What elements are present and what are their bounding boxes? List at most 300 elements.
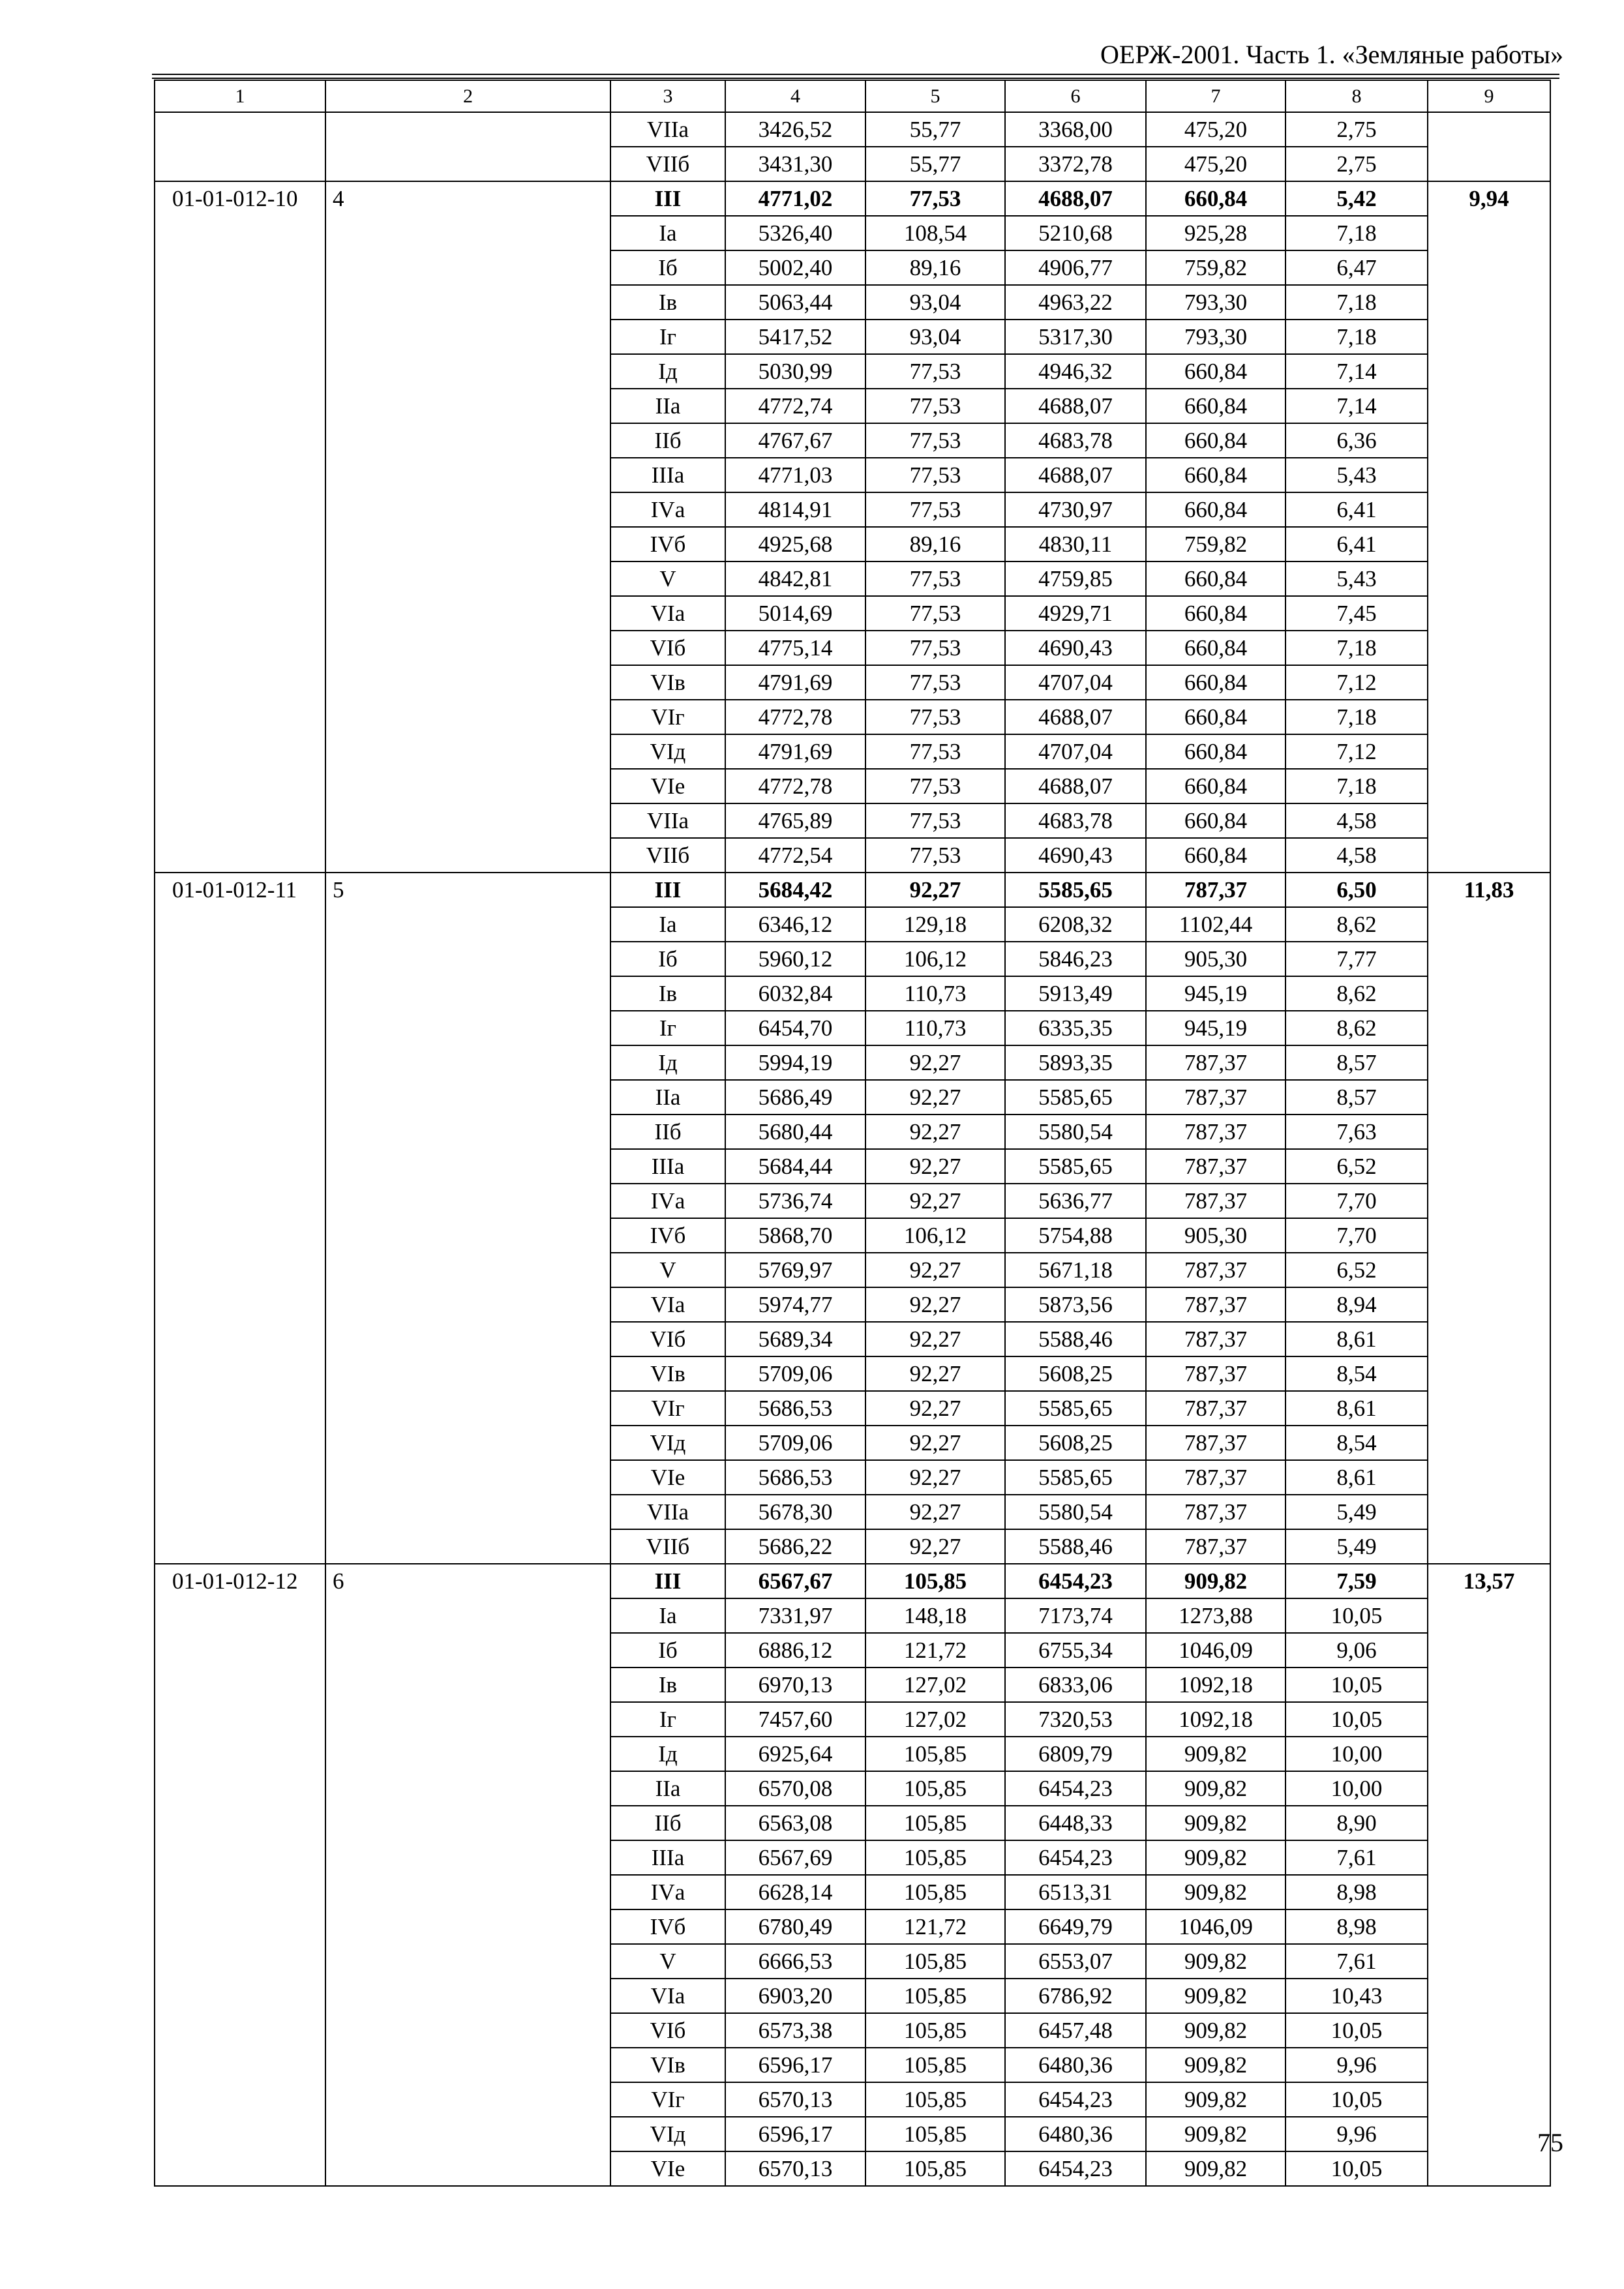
- table-cell: 105,85: [865, 1564, 1005, 1598]
- table-cell: Iд: [610, 354, 725, 389]
- table-cell: 4690,43: [1005, 838, 1146, 873]
- table-cell: 787,37: [1146, 1045, 1286, 1080]
- rate-code: 01-01-012-11: [155, 873, 325, 1564]
- column-number: 5: [865, 80, 1005, 112]
- table-cell: 5769,97: [725, 1253, 865, 1287]
- table-cell: 7,70: [1286, 1218, 1428, 1253]
- column-number: 9: [1428, 80, 1550, 112]
- table-cell: 92,27: [865, 1391, 1005, 1426]
- table-cell: 4906,77: [1005, 250, 1146, 285]
- table-cell: Iб: [610, 250, 725, 285]
- table-cell: 6032,84: [725, 976, 865, 1011]
- table-cell: VIд: [610, 2117, 725, 2151]
- table-cell: 7,14: [1286, 389, 1428, 423]
- table-cell: Iв: [610, 285, 725, 320]
- table-cell: 106,12: [865, 1218, 1005, 1253]
- table-cell: 5846,23: [1005, 942, 1146, 976]
- table-cell: 5686,53: [725, 1460, 865, 1495]
- table-cell: 4730,97: [1005, 492, 1146, 527]
- table-cell: 121,72: [865, 1909, 1005, 1944]
- table-cell: 105,85: [865, 2013, 1005, 2048]
- table-cell: 10,05: [1286, 1702, 1428, 1737]
- table-cell: 77,53: [865, 665, 1005, 700]
- table-cell: 660,84: [1146, 458, 1286, 492]
- table-row-main: [155, 1564, 1550, 1598]
- table-cell: 4929,71: [1005, 596, 1146, 631]
- column-number: 1: [155, 80, 325, 112]
- table-cell: Iб: [610, 1633, 725, 1668]
- table-cell: 2,75: [1286, 112, 1428, 147]
- table-cell: 10,05: [1286, 1668, 1428, 1702]
- table-cell: Iв: [610, 1668, 725, 1702]
- table-cell: 92,27: [865, 1322, 1005, 1356]
- table-cell: 5689,34: [725, 1322, 865, 1356]
- table-cell: 8,90: [1286, 1806, 1428, 1840]
- table-cell: 6567,67: [725, 1564, 865, 1598]
- table-cell: IVа: [610, 1184, 725, 1218]
- table-cell: VIд: [610, 1426, 725, 1460]
- table-cell: 787,37: [1146, 1322, 1286, 1356]
- rate-code: 01-01-012-10: [155, 181, 325, 873]
- table-cell: 945,19: [1146, 976, 1286, 1011]
- table-cell: Iг: [610, 320, 725, 354]
- table-cell: 5,43: [1286, 458, 1428, 492]
- table-cell: 4772,78: [725, 700, 865, 734]
- table-cell: 787,37: [1146, 1287, 1286, 1322]
- table-row-main: [155, 181, 1550, 216]
- table-cell: 787,37: [1146, 1529, 1286, 1564]
- table-cell: 6573,38: [725, 2013, 865, 2048]
- table-cell: 5,49: [1286, 1529, 1428, 1564]
- table-cell: VIг: [610, 1391, 725, 1426]
- table-cell: IIа: [610, 1771, 725, 1806]
- table-cell: 8,57: [1286, 1080, 1428, 1115]
- table-cell: 5585,65: [1005, 1460, 1146, 1495]
- table-cell: 77,53: [865, 423, 1005, 458]
- table-cell: 4963,22: [1005, 285, 1146, 320]
- table-cell: 909,82: [1146, 1806, 1286, 1840]
- table-cell: 6,52: [1286, 1253, 1428, 1287]
- table-cell: 110,73: [865, 1011, 1005, 1045]
- table-cell: VIе: [610, 769, 725, 803]
- page-header: ОЕРЖ-2001. Часть 1. «Земляные работы»: [1100, 40, 1563, 69]
- column-number: 8: [1286, 80, 1428, 112]
- table-cell: Iа: [610, 907, 725, 942]
- table-cell: Iд: [610, 1737, 725, 1771]
- table-cell: III: [610, 181, 725, 216]
- table-cell: 77,53: [865, 803, 1005, 838]
- table-cell: VIIа: [610, 112, 725, 147]
- table-cell: 5686,53: [725, 1391, 865, 1426]
- table-cell: 6454,70: [725, 1011, 865, 1045]
- table-cell: VIе: [610, 1460, 725, 1495]
- table-cell: 5,49: [1286, 1495, 1428, 1529]
- table-cell: 77,53: [865, 561, 1005, 596]
- table-cell: 5913,49: [1005, 976, 1146, 1011]
- table-cell: 5686,22: [725, 1529, 865, 1564]
- table-cell: 5868,70: [725, 1218, 865, 1253]
- table-body: [155, 80, 1550, 2186]
- table-cell: 1092,18: [1146, 1702, 1286, 1737]
- table-cell: 77,53: [865, 596, 1005, 631]
- table-cell: 909,82: [1146, 2048, 1286, 2082]
- table-cell: 787,37: [1146, 1253, 1286, 1287]
- table-cell: 77,53: [865, 354, 1005, 389]
- table-cell: 10,05: [1286, 1598, 1428, 1633]
- table-cell: 5,42: [1286, 181, 1428, 216]
- table-cell: 7,61: [1286, 1944, 1428, 1979]
- table-cell: V: [610, 561, 725, 596]
- table-cell: 105,85: [865, 1840, 1005, 1875]
- table-cell: 6666,53: [725, 1944, 865, 1979]
- table-cell: 5585,65: [1005, 1080, 1146, 1115]
- table-cell: 925,28: [1146, 216, 1286, 250]
- table-cell: 1102,44: [1146, 907, 1286, 942]
- table-cell: 660,84: [1146, 181, 1286, 216]
- table-cell: 8,62: [1286, 1011, 1428, 1045]
- table-cell: 6448,33: [1005, 1806, 1146, 1840]
- table-cell: 5873,56: [1005, 1287, 1146, 1322]
- table-cell: Iа: [610, 1598, 725, 1633]
- table-cell: 6570,13: [725, 2082, 865, 2117]
- table-cell: 10,05: [1286, 2151, 1428, 2186]
- page-number: 75: [1537, 2128, 1563, 2157]
- table-cell: 660,84: [1146, 700, 1286, 734]
- table-cell: 6454,23: [1005, 1840, 1146, 1875]
- table-cell: 4772,78: [725, 769, 865, 803]
- table-cell: 660,84: [1146, 838, 1286, 873]
- table-cell: 6454,23: [1005, 2151, 1146, 2186]
- table-cell: 77,53: [865, 181, 1005, 216]
- table-cell: 6,41: [1286, 492, 1428, 527]
- table-cell: 909,82: [1146, 1944, 1286, 1979]
- table-cell: 7,18: [1286, 216, 1428, 250]
- table-cell: 4688,07: [1005, 769, 1146, 803]
- table-cell: 7,18: [1286, 631, 1428, 665]
- table-cell: 8,57: [1286, 1045, 1428, 1080]
- table-cell: 55,77: [865, 112, 1005, 147]
- table-cell: 6563,08: [725, 1806, 865, 1840]
- labor-cost-value: 13,57: [1428, 1564, 1550, 2186]
- table-cell: 4688,07: [1005, 389, 1146, 423]
- rate-number: 4: [325, 181, 610, 873]
- table-cell: 10,05: [1286, 2082, 1428, 2117]
- table-cell: 660,84: [1146, 769, 1286, 803]
- table-cell: 6480,36: [1005, 2048, 1146, 2082]
- table-cell: 92,27: [865, 1287, 1005, 1322]
- table-cell: 7,12: [1286, 665, 1428, 700]
- table-cell: 105,85: [865, 2151, 1005, 2186]
- table-cell: 7457,60: [725, 1702, 865, 1737]
- table-cell: 8,62: [1286, 976, 1428, 1011]
- table-cell: 5580,54: [1005, 1115, 1146, 1149]
- table-cell: 6346,12: [725, 907, 865, 942]
- table-cell: 10,00: [1286, 1737, 1428, 1771]
- table-cell: 3431,30: [725, 147, 865, 181]
- table-cell: 8,54: [1286, 1426, 1428, 1460]
- table-cell: 6886,12: [725, 1633, 865, 1668]
- table-cell: IIIа: [610, 1840, 725, 1875]
- table-cell: 909,82: [1146, 1771, 1286, 1806]
- table-cell: 787,37: [1146, 1184, 1286, 1218]
- table-cell: 9,96: [1286, 2048, 1428, 2082]
- table-cell: 10,00: [1286, 1771, 1428, 1806]
- extra-cell-empty: [1428, 112, 1550, 181]
- table-cell: 10,43: [1286, 1979, 1428, 2013]
- table-cell: 8,54: [1286, 1356, 1428, 1391]
- number-cell-empty: [325, 112, 610, 181]
- table-cell: 4690,43: [1005, 631, 1146, 665]
- table-cell: 4946,32: [1005, 354, 1146, 389]
- table-cell: 2,75: [1286, 147, 1428, 181]
- table-cell: 660,84: [1146, 492, 1286, 527]
- table-cell: 5686,49: [725, 1080, 865, 1115]
- table-cell: 5585,65: [1005, 1149, 1146, 1184]
- table-cell: 3368,00: [1005, 112, 1146, 147]
- table-cell: 787,37: [1146, 1426, 1286, 1460]
- table-cell: 92,27: [865, 1426, 1005, 1460]
- table-cell: 4772,74: [725, 389, 865, 423]
- table-cell: 105,85: [865, 1771, 1005, 1806]
- table-cell: 909,82: [1146, 1840, 1286, 1875]
- table-cell: 93,04: [865, 285, 1005, 320]
- table-cell: 8,61: [1286, 1460, 1428, 1495]
- table-cell: 660,84: [1146, 561, 1286, 596]
- table-cell: 127,02: [865, 1668, 1005, 1702]
- table-cell: 660,84: [1146, 734, 1286, 769]
- table-cell: 660,84: [1146, 631, 1286, 665]
- table-cell: 787,37: [1146, 1080, 1286, 1115]
- table-cell: 7320,53: [1005, 1702, 1146, 1737]
- table-cell: 8,94: [1286, 1287, 1428, 1322]
- table-cell: IIа: [610, 389, 725, 423]
- column-number: 2: [325, 80, 610, 112]
- table-cell: 121,72: [865, 1633, 1005, 1668]
- table-cell: 4775,14: [725, 631, 865, 665]
- rate-number: 6: [325, 1564, 610, 2186]
- table-cell: 110,73: [865, 976, 1005, 1011]
- table-cell: 92,27: [865, 1115, 1005, 1149]
- table-cell: 77,53: [865, 458, 1005, 492]
- table-cell: 787,37: [1146, 1495, 1286, 1529]
- table-cell: VIIа: [610, 803, 725, 838]
- table-cell: 1046,09: [1146, 1909, 1286, 1944]
- table-cell: 5684,42: [725, 873, 865, 907]
- table-cell: 92,27: [865, 1495, 1005, 1529]
- table-cell: IVб: [610, 527, 725, 561]
- table-cell: 5588,46: [1005, 1529, 1146, 1564]
- table-cell: 92,27: [865, 1045, 1005, 1080]
- table-cell: 5585,65: [1005, 873, 1146, 907]
- column-number-row: [155, 80, 1550, 112]
- table-cell: 7,12: [1286, 734, 1428, 769]
- table-cell: 1273,88: [1146, 1598, 1286, 1633]
- table-cell: 92,27: [865, 1080, 1005, 1115]
- column-number: 4: [725, 80, 865, 112]
- table-cell: 4830,11: [1005, 527, 1146, 561]
- table-cell: 1046,09: [1146, 1633, 1286, 1668]
- rate-code: 01-01-012-12: [155, 1564, 325, 2186]
- table-cell: 77,53: [865, 734, 1005, 769]
- table-cell: 5684,44: [725, 1149, 865, 1184]
- table-cell: 6,52: [1286, 1149, 1428, 1184]
- table-cell: 106,12: [865, 942, 1005, 976]
- table-cell: 6970,13: [725, 1668, 865, 1702]
- table-cell: 3372,78: [1005, 147, 1146, 181]
- table-cell: VIв: [610, 665, 725, 700]
- table-cell: 5671,18: [1005, 1253, 1146, 1287]
- table-cell: VIа: [610, 596, 725, 631]
- table-cell: 55,77: [865, 147, 1005, 181]
- table-cell: 77,53: [865, 700, 1005, 734]
- table-cell: VIIб: [610, 147, 725, 181]
- table-cell: 787,37: [1146, 1149, 1286, 1184]
- labor-cost-value: 9,94: [1428, 181, 1550, 873]
- table-cell: 793,30: [1146, 320, 1286, 354]
- table-cell: 5030,99: [725, 354, 865, 389]
- table-cell: 905,30: [1146, 942, 1286, 976]
- table-cell: 909,82: [1146, 1875, 1286, 1909]
- table-cell: 945,19: [1146, 1011, 1286, 1045]
- table-cell: 787,37: [1146, 1460, 1286, 1495]
- table-cell: 7,18: [1286, 285, 1428, 320]
- table-cell: 660,84: [1146, 354, 1286, 389]
- table-cell: 909,82: [1146, 1979, 1286, 2013]
- table-cell: 7,14: [1286, 354, 1428, 389]
- table-cell: 5326,40: [725, 216, 865, 250]
- table-cell: 759,82: [1146, 527, 1286, 561]
- table-cell: 4814,91: [725, 492, 865, 527]
- table-cell: VIа: [610, 1979, 725, 2013]
- table-cell: 7,18: [1286, 769, 1428, 803]
- table-cell: 6567,69: [725, 1840, 865, 1875]
- table-cell: 105,85: [865, 2048, 1005, 2082]
- table-cell: IIб: [610, 423, 725, 458]
- table-cell: VIе: [610, 2151, 725, 2186]
- table-cell: Iг: [610, 1702, 725, 1737]
- table-cell: 105,85: [865, 1944, 1005, 1979]
- table-cell: 1092,18: [1146, 1668, 1286, 1702]
- table-cell: 5678,30: [725, 1495, 865, 1529]
- column-number: 6: [1005, 80, 1146, 112]
- table-cell: 7,18: [1286, 700, 1428, 734]
- table-cell: 6649,79: [1005, 1909, 1146, 1944]
- table-cell: 6553,07: [1005, 1944, 1146, 1979]
- table-cell: 8,98: [1286, 1909, 1428, 1944]
- table-cell: VIб: [610, 2013, 725, 2048]
- table-cell: 4925,68: [725, 527, 865, 561]
- table-cell: V: [610, 1253, 725, 1287]
- table-cell: 5893,35: [1005, 1045, 1146, 1080]
- table-cell: 6786,92: [1005, 1979, 1146, 2013]
- table-cell: 6833,06: [1005, 1668, 1146, 1702]
- table-cell: 5,43: [1286, 561, 1428, 596]
- table-cell: VIг: [610, 2082, 725, 2117]
- table-cell: 4771,02: [725, 181, 865, 216]
- table-cell: 8,61: [1286, 1322, 1428, 1356]
- table-cell: 5210,68: [1005, 216, 1146, 250]
- table-cell: 7,61: [1286, 1840, 1428, 1875]
- table-cell: V: [610, 1944, 725, 1979]
- table-cell: IVа: [610, 1875, 725, 1909]
- table-cell: 6513,31: [1005, 1875, 1146, 1909]
- table-cell: 8,98: [1286, 1875, 1428, 1909]
- table-cell: 4759,85: [1005, 561, 1146, 596]
- table-cell: VIIб: [610, 838, 725, 873]
- table-cell: 4,58: [1286, 838, 1428, 873]
- table-cell: 5960,12: [725, 942, 865, 976]
- table-cell: 7173,74: [1005, 1598, 1146, 1633]
- table-cell: 6570,08: [725, 1771, 865, 1806]
- table-cell: 7,59: [1286, 1564, 1428, 1598]
- table-cell: 105,85: [865, 2082, 1005, 2117]
- table-cell: 77,53: [865, 389, 1005, 423]
- table-cell: 4688,07: [1005, 458, 1146, 492]
- table-cell: 5709,06: [725, 1426, 865, 1460]
- table-cell: 77,53: [865, 492, 1005, 527]
- table-cell: 4707,04: [1005, 665, 1146, 700]
- table-cell: 92,27: [865, 1149, 1005, 1184]
- table-cell: 787,37: [1146, 873, 1286, 907]
- labor-cost-value: 11,83: [1428, 873, 1550, 1564]
- table-cell: 660,84: [1146, 423, 1286, 458]
- table-cell: IVб: [610, 1909, 725, 1944]
- table-cell: Iв: [610, 976, 725, 1011]
- table-cell: VIIа: [610, 1495, 725, 1529]
- table-cell: Iд: [610, 1045, 725, 1080]
- table-cell: 909,82: [1146, 1564, 1286, 1598]
- table-cell: VIа: [610, 1287, 725, 1322]
- table-cell: 6454,23: [1005, 2082, 1146, 2117]
- table-cell: 660,84: [1146, 389, 1286, 423]
- table-cell: 4683,78: [1005, 423, 1146, 458]
- table-cell: 127,02: [865, 1702, 1005, 1737]
- table-cell: 6596,17: [725, 2117, 865, 2151]
- table-cell: 5994,19: [725, 1045, 865, 1080]
- table-cell: 475,20: [1146, 112, 1286, 147]
- table-cell: III: [610, 1564, 725, 1598]
- table-cell: 759,82: [1146, 250, 1286, 285]
- table-cell: VIг: [610, 700, 725, 734]
- table-cell: 6925,64: [725, 1737, 865, 1771]
- table-cell: 4688,07: [1005, 181, 1146, 216]
- table-cell: 660,84: [1146, 596, 1286, 631]
- table-cell: 905,30: [1146, 1218, 1286, 1253]
- table-cell: 6570,13: [725, 2151, 865, 2186]
- table-cell: 77,53: [865, 838, 1005, 873]
- table-cell: 5585,65: [1005, 1391, 1146, 1426]
- table-cell: 6335,35: [1005, 1011, 1146, 1045]
- column-number: 7: [1146, 80, 1286, 112]
- table-cell: 6755,34: [1005, 1633, 1146, 1668]
- table-cell: 660,84: [1146, 803, 1286, 838]
- table-cell: 5317,30: [1005, 320, 1146, 354]
- table-cell: 7,77: [1286, 942, 1428, 976]
- table-cell: 6628,14: [725, 1875, 865, 1909]
- table-cell: 7,70: [1286, 1184, 1428, 1218]
- table-cell: 6,47: [1286, 250, 1428, 285]
- table-cell: III: [610, 873, 725, 907]
- table-row: [155, 112, 1550, 147]
- table-cell: 787,37: [1146, 1356, 1286, 1391]
- table-cell: 5608,25: [1005, 1356, 1146, 1391]
- table-cell: 9,96: [1286, 2117, 1428, 2151]
- table-cell: IIIа: [610, 1149, 725, 1184]
- table-cell: 77,53: [865, 769, 1005, 803]
- table-cell: 92,27: [865, 1184, 1005, 1218]
- table-cell: 660,84: [1146, 665, 1286, 700]
- table-cell: 9,06: [1286, 1633, 1428, 1668]
